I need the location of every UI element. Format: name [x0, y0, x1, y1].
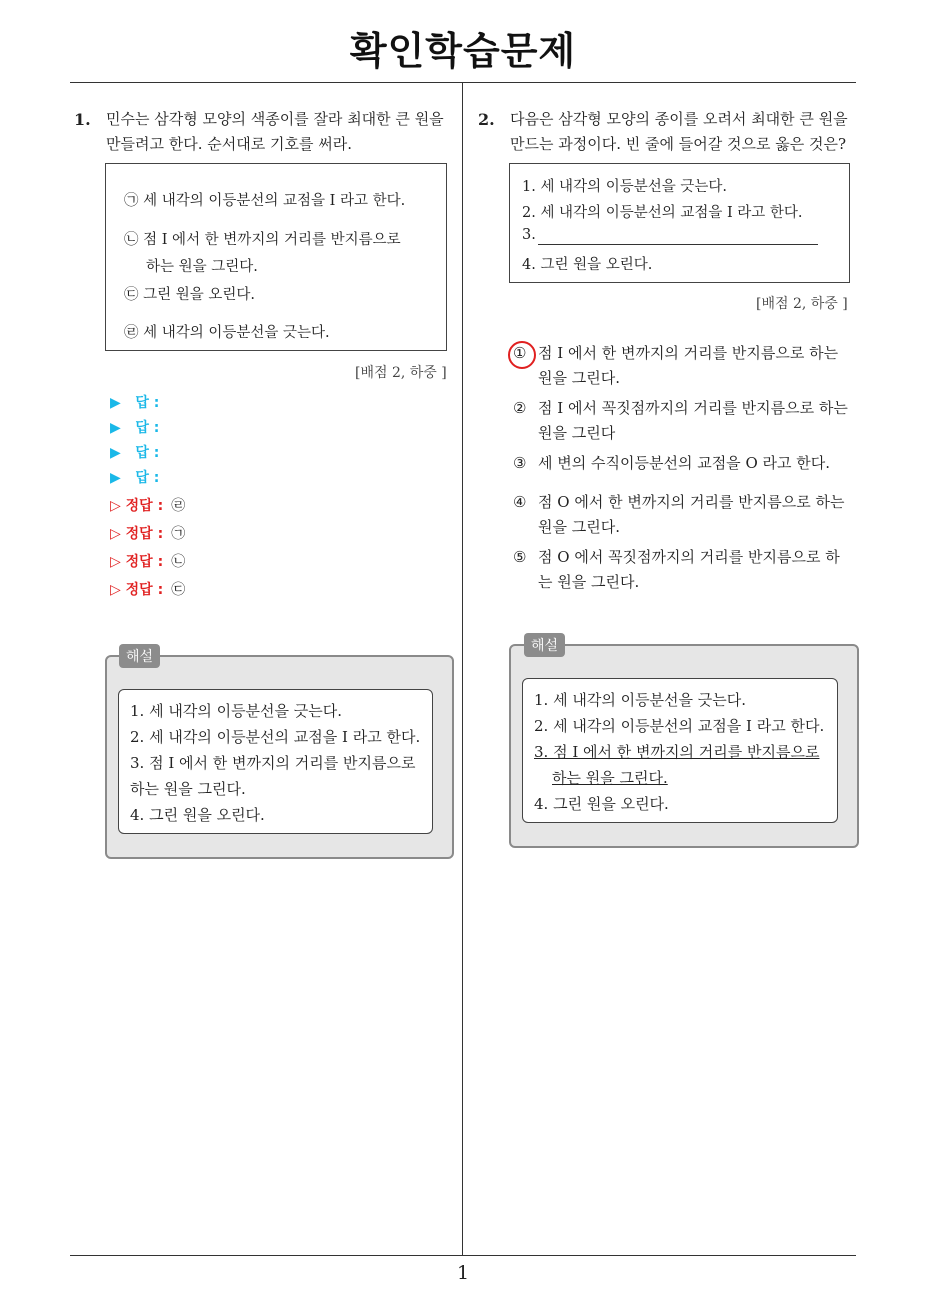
question-text-line: 다음은 삼각형 모양의 종이를 오려서 최대한 큰 원을 — [510, 110, 848, 128]
question-number: 1. — [74, 110, 91, 129]
answer-label: 답 : — [135, 445, 160, 461]
correct-answer-line — [110, 579, 185, 599]
question-text-line: 만드는 과정이다. 빈 줄에 들어갈 것으로 옳은 것은? — [510, 135, 846, 153]
solution-tag: 해설 — [119, 644, 160, 668]
option-number: ① — [513, 344, 527, 362]
solution-body — [118, 689, 433, 834]
correct-label: 정답 : — [125, 554, 164, 570]
answer-line — [110, 417, 159, 437]
answer-option-1[interactable] — [513, 341, 853, 391]
score-label: [배점 2, 하중 ] — [756, 296, 848, 312]
option-text: 점 I 에서 꼭짓점까지의 거리를 반지름으로 하는 — [538, 399, 848, 417]
answer-arrow-icon: ▶ — [110, 470, 121, 486]
correct-label: 정답 : — [125, 498, 164, 514]
steps-box — [105, 163, 447, 351]
solution-line: 4. 그린 원을 오린다. — [534, 795, 669, 813]
correct-arrow-icon: ▷ — [110, 554, 121, 570]
option-text: 는 원을 그린다. — [538, 573, 640, 591]
answer-arrow-icon: ▶ — [110, 445, 121, 461]
answer-label: 답 : — [135, 395, 160, 411]
step-item: ㉢ 그린 원을 오린다. — [124, 287, 255, 303]
answer-arrow-icon: ▶ — [110, 420, 121, 436]
solution-line: 2. 세 내각의 이등분선의 교점을 I 라고 한다. — [534, 717, 825, 735]
answer-arrow-icon: ▶ — [110, 395, 121, 411]
correct-arrow-icon: ▷ — [110, 498, 121, 514]
correct-value: ㉢ — [171, 582, 186, 598]
step-item: 1. 세 내각의 이등분선을 긋는다. — [522, 179, 727, 195]
solution-line-highlight: 하는 원을 그린다. — [552, 769, 668, 787]
solution-tag: 해설 — [524, 633, 565, 657]
option-number: ③ — [513, 454, 527, 472]
blank-line — [538, 244, 818, 245]
solution-line: 1. 세 내각의 이등분선을 긋는다. — [130, 702, 343, 720]
correct-arrow-icon: ▷ — [110, 582, 121, 598]
correct-value: ㉡ — [171, 554, 186, 570]
step-item: ㉣ 세 내각의 이등분선을 긋는다. — [124, 325, 330, 341]
solution-body — [522, 678, 838, 823]
correct-value: ㉣ — [171, 498, 186, 514]
option-text: 세 변의 수직이등분선의 교점을 O 라고 한다. — [538, 454, 831, 472]
steps-box — [509, 163, 850, 283]
answer-option-5[interactable] — [513, 545, 853, 595]
option-text: 원을 그린다 — [538, 424, 616, 442]
column-divider — [462, 83, 463, 1255]
answer-option-3[interactable] — [513, 451, 853, 476]
answer-line — [110, 442, 159, 462]
solution-panel — [105, 655, 454, 859]
solution-line: 2. 세 내각의 이등분선의 교점을 I 라고 한다. — [130, 728, 421, 746]
solution-line: 1. 세 내각의 이등분선을 긋는다. — [534, 691, 747, 709]
option-text: 점 O 에서 꼭짓점까지의 거리를 반지름으로 하 — [538, 548, 840, 566]
page-number: 1 — [456, 1262, 470, 1284]
solution-line: 하는 원을 그린다. — [130, 780, 246, 798]
header-divider — [70, 82, 856, 83]
answer-line — [110, 467, 159, 487]
solution-line: 3. 점 I 에서 한 변까지의 거리를 반지름으로 — [130, 754, 416, 772]
step-item: 4. 그린 원을 오린다. — [522, 257, 653, 273]
option-text: 원을 그린다. — [538, 518, 620, 536]
solution-line-highlight: 3. 점 I 에서 한 변까지의 거리를 반지름으로 — [534, 743, 820, 761]
page-title: 확인학습문제 — [349, 29, 577, 73]
correct-label: 정답 : — [125, 582, 164, 598]
answer-option-4[interactable] — [513, 490, 853, 540]
correct-arrow-icon: ▷ — [110, 526, 121, 542]
question-text-line: 만들려고 한다. 순서대로 기호를 써라. — [106, 135, 352, 153]
question-number: 2. — [478, 110, 495, 129]
question-text-line: 민수는 삼각형 모양의 색종이를 잘라 최대한 큰 원을 — [106, 110, 444, 128]
option-number: ⑤ — [513, 548, 527, 566]
option-number: ④ — [513, 493, 527, 511]
step-item: 2. 세 내각의 이등분선의 교점을 I 라고 한다. — [522, 205, 803, 221]
answer-label: 답 : — [135, 420, 160, 436]
option-text: 점 I 에서 한 변까지의 거리를 반지름으로 하는 — [538, 344, 839, 362]
score-label: [배점 2, 하중 ] — [355, 365, 447, 381]
option-text: 점 O 에서 한 변까지의 거리를 반지름으로 하는 — [538, 493, 845, 511]
option-text: 원을 그린다. — [538, 369, 620, 387]
step-item-continuation: 하는 원을 그린다. — [146, 259, 258, 275]
answer-label: 답 : — [135, 470, 160, 486]
step-item: ㉠ 세 내각의 이등분선의 교점을 I 라고 한다. — [124, 193, 406, 209]
answer-line — [110, 392, 159, 412]
step-item: 3. — [522, 227, 536, 243]
footer-divider — [70, 1255, 856, 1256]
correct-value: ㉠ — [171, 526, 186, 542]
solution-line: 4. 그린 원을 오린다. — [130, 806, 265, 824]
step-item: ㉡ 점 I 에서 한 변까지의 거리를 반지름으로 — [124, 232, 401, 248]
correct-answer-line — [110, 523, 185, 543]
solution-panel — [509, 644, 859, 848]
correct-answer-line — [110, 551, 185, 571]
option-number: ② — [513, 399, 527, 417]
correct-answer-line — [110, 495, 185, 515]
correct-label: 정답 : — [125, 526, 164, 542]
answer-option-2[interactable] — [513, 396, 853, 446]
